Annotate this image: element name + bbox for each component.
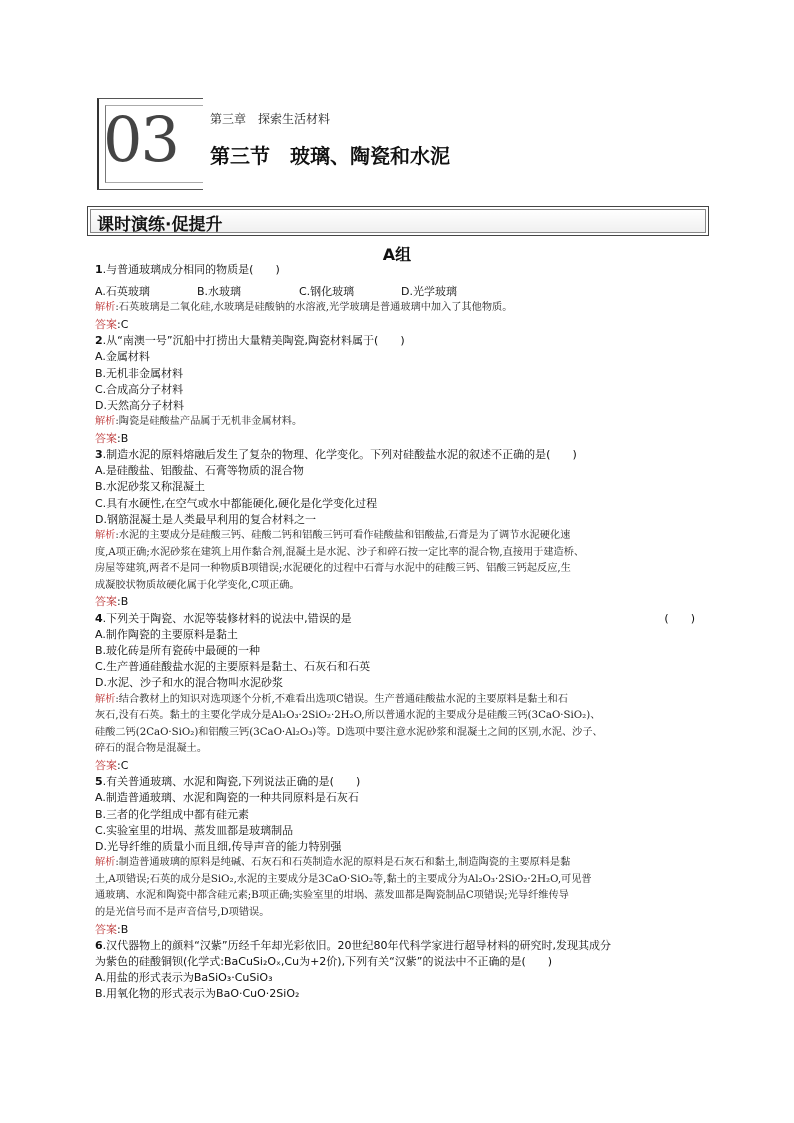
- question-3: [95, 447, 701, 611]
- question-6: [95, 938, 701, 1003]
- option-a: A.是硅酸盐、铝酸盐、石膏等物质的混合物: [95, 464, 304, 478]
- analysis-line: 通玻璃、水泥和陶瓷中都含硅元素;B项正确;实验室里的坩埚、蒸发皿都是陶瓷制品C项错误;光导纤维传导: [95, 890, 569, 902]
- option-a: A.制造普通玻璃、水泥和陶瓷的一种共同原料是石灰石: [95, 791, 359, 805]
- chapter-number-box: [97, 98, 203, 190]
- analysis-label: 解析: [95, 857, 116, 869]
- analysis-label: 解析: [95, 530, 116, 542]
- option-c: C.具有水硬性,在空气或水中都能硬化,硬化是化学变化过程: [95, 496, 378, 510]
- option-a: A.制作陶瓷的主要原料是黏土: [95, 627, 238, 641]
- option-b: B.三者的化学组成中都有硅元素: [95, 807, 250, 821]
- analysis-text: :石英玻璃是二氧化硅,水玻璃是硅酸钠的水溶液,光学玻璃是普通玻璃中加入了其他物质。: [115, 302, 513, 314]
- option-c: C.合成高分子材料: [95, 382, 184, 396]
- group-title: A组: [382, 245, 412, 264]
- question-number: 4: [95, 611, 103, 625]
- chapter-subtitle: 第三章 探索生活材料: [210, 112, 331, 126]
- analysis-line: 度,A项正确;水泥砂浆在建筑上用作黏合剂,混凝土是水泥、沙子和碎石按一定比率的混合物,直接用于建造桥、: [95, 546, 585, 558]
- option-c: C.实验室里的坩埚、蒸发皿都是玻璃制品: [95, 823, 294, 837]
- answer: [95, 594, 701, 610]
- analysis-line: [95, 692, 701, 709]
- answer-label: 答案: [95, 595, 117, 609]
- question-1: [95, 262, 701, 333]
- analysis-line: 的是光信号而不是声音信号,D项错误。: [95, 907, 270, 918]
- question-text: .与普通玻璃成分相同的物质是( ): [102, 263, 280, 276]
- question-stem: [95, 262, 701, 278]
- question-stem: [95, 447, 701, 463]
- question-5: [95, 774, 701, 938]
- answer-label: 答案: [95, 922, 117, 936]
- option-a: A.石英玻璃: [95, 285, 150, 299]
- answer-label: 答案: [95, 431, 117, 445]
- analysis: [95, 300, 701, 317]
- question-number: 1: [95, 263, 103, 276]
- option-c: C.生产普通硅酸盐水泥的主要原料是黏土、石灰石和石英: [95, 660, 371, 674]
- answer-value: :B: [117, 595, 129, 609]
- question-stem-continued: 为紫色的硅酸铜钡(化学式:BaCuSi₂Oₓ,Cu为+2价),下列有关“汉紫”的说法中不正确的是( ): [95, 955, 553, 968]
- section-banner-label: 课时演练·促提升: [97, 215, 223, 235]
- question-number: 6: [95, 938, 103, 952]
- analysis-label: 解析: [95, 302, 116, 314]
- analysis-line: 硅酸二钙(2CaO·SiO₂)和铝酸三钙(3CaO·Al₂O₃)等。D选项中要注意水泥砂浆和混凝土之间的区别,水泥、沙子、: [95, 726, 603, 738]
- analysis-line: 碎石的混合物是混凝土。: [95, 743, 208, 755]
- chapter-number: 03: [103, 103, 178, 176]
- question-2: [95, 333, 701, 447]
- analysis-text: :结合教材上的知识对选项逐个分析,不难看出选项C错误。生产普通硅酸盐水泥的主要原料是黏土和石: [115, 693, 568, 705]
- answer: [95, 758, 701, 774]
- question-stem: [95, 333, 701, 349]
- analysis-line: [95, 855, 701, 872]
- option-b: B.水泥砂浆又称混凝土: [95, 480, 206, 494]
- analysis-line: 房屋等建筑,两者不是同一种物质B项错误;水泥硬化的过程中石膏与水泥中的硅酸三钙、铝酸三钙起反应,生: [95, 563, 571, 575]
- analysis-label: 解析: [95, 693, 116, 705]
- question-text: .下列关于陶瓷、水泥等装修材料的说法中,错误的是: [102, 611, 352, 625]
- option-a: A.金属材料: [95, 350, 150, 364]
- analysis-line: 成凝胶状物质故硬化属于化学变化,C项正确。: [95, 579, 300, 591]
- answer-value: :B: [117, 922, 129, 936]
- analysis-line: [95, 528, 701, 545]
- answer-bracket: ( ): [664, 611, 695, 625]
- option-d: D.钢筋混凝土是人类最早利用的复合材料之一: [95, 512, 316, 526]
- option-b: B.玻化砖是所有瓷砖中最硬的一种: [95, 644, 261, 658]
- question-text: .制造水泥的原料熔融后发生了复杂的物理、化学变化。下列对硅酸盐水泥的叙述不正确的是( ): [102, 448, 577, 462]
- analysis-text: :陶瓷是硅酸盐产品属于无机非金属材料。: [115, 416, 303, 428]
- question-stem: [95, 938, 701, 954]
- option-d: D.天然高分子材料: [95, 399, 184, 413]
- answer-value: :B: [117, 431, 129, 445]
- option-c: C.钢化玻璃: [299, 285, 355, 299]
- answer-value: :C: [117, 759, 129, 772]
- analysis-label: 解析: [95, 416, 116, 428]
- question-text: .有关普通玻璃、水泥和陶瓷,下列说法正确的是( ): [102, 775, 361, 789]
- analysis-text: :水泥的主要成分是硅酸三钙、硅酸二钙和铝酸三钙可看作硅酸盐和铝酸盐,石膏是为了调节水泥硬化速: [115, 530, 571, 542]
- option-b: B.用氧化物的形式表示为BaO·CuO·2SiO₂: [95, 987, 300, 1001]
- option-a: A.用盐的形式表示为BaSiO₃·CuSiO₃: [95, 971, 273, 985]
- question-number: 3: [95, 448, 103, 462]
- option-d: D.水泥、沙子和水的混合物叫水泥砂浆: [95, 676, 283, 690]
- answer: [95, 431, 701, 447]
- analysis: [95, 692, 701, 758]
- question-list: [95, 262, 701, 1003]
- analysis-line: 灰石,没有石英。黏土的主要化学成分是Al₂O₃·2SiO₂·2H₂O,所以普通水泥的主要成分是硅酸三钙(3CaO·SiO₂)、: [95, 710, 601, 722]
- answer: [95, 317, 701, 333]
- option-b: B.水玻璃: [197, 285, 242, 299]
- question-number: 2: [95, 334, 103, 348]
- analysis-line: 土,A项错误;石英的成分是SiO₂,水泥的主要成分是3CaO·SiO₂等,黏土的主要成分为Al₂O₃·2SiO₂·2H₂O,可见普: [95, 873, 592, 885]
- option-d: D.光导纤维的质量小而且细,传导声音的能力特别强: [95, 840, 342, 854]
- answer-value: :C: [117, 318, 129, 331]
- options-row: [95, 284, 701, 300]
- answer: [95, 922, 701, 938]
- option-d: D.光学玻璃: [401, 285, 457, 299]
- analysis: [95, 855, 701, 921]
- analysis: [95, 528, 701, 594]
- option-b: B.无机非金属材料: [95, 366, 184, 380]
- question-stem: [95, 774, 701, 790]
- answer-label: 答案: [95, 759, 117, 772]
- section-banner: [87, 206, 709, 236]
- question-stem: [95, 611, 701, 627]
- question-text: .从“南澳一号”沉船中打捞出大量精美陶瓷,陶瓷材料属于( ): [102, 334, 405, 348]
- analysis: [95, 414, 701, 431]
- analysis-text: :制造普通玻璃的原料是纯碱、石灰石和石英制造水泥的原料是石灰石和黏土,制造陶瓷的主要原料是黏: [115, 857, 571, 869]
- question-text: .汉代器物上的颜料“汉紫”历经千年却光彩依旧。20世纪80年代科学家进行超导材料的研究时,发现其成分: [102, 938, 612, 952]
- question-4: [95, 611, 701, 775]
- question-number: 5: [95, 775, 103, 789]
- section-title: 第三节 玻璃、陶瓷和水泥: [210, 144, 450, 168]
- answer-label: 答案: [95, 318, 117, 331]
